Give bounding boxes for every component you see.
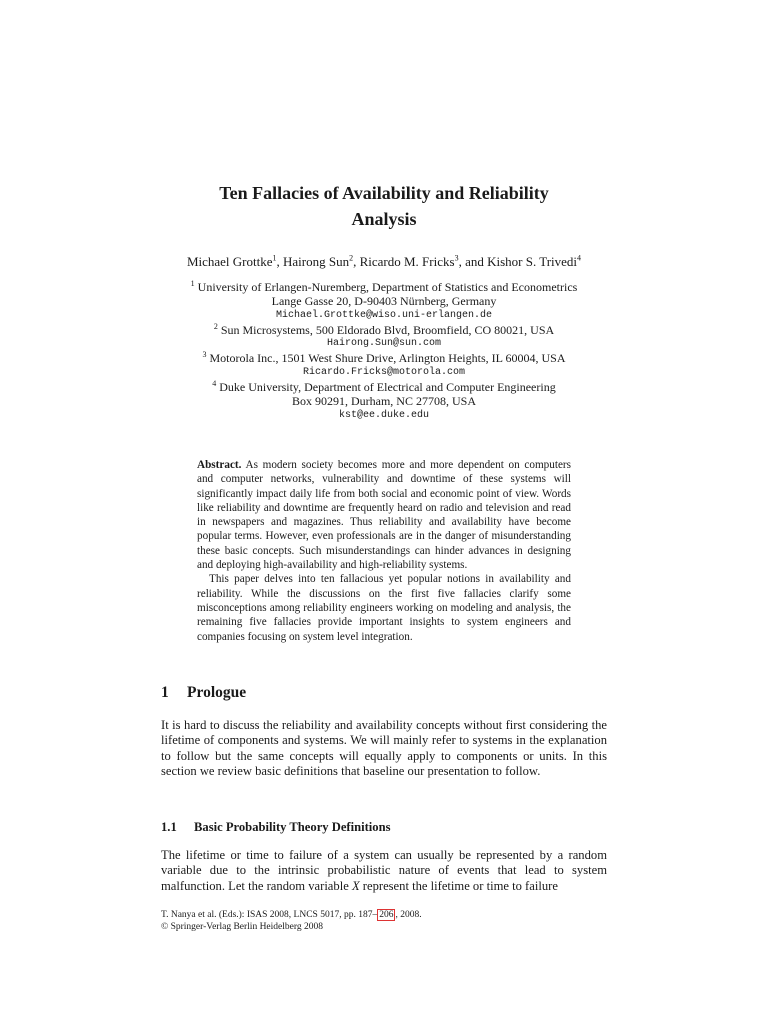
author-list bbox=[0, 254, 768, 270]
title-line-2: Analysis bbox=[351, 209, 417, 229]
subsection-heading-1-1 bbox=[161, 820, 391, 835]
section-1-paragraph: It is hard to discuss the reliability and availability concepts without first considering the lifetime of components and systems. We will mainly refer to systems in the explanation to follow but the same concepts will equally apply to components or units. In this section we review basic definitions that baseline our presentation to follow. bbox=[161, 718, 607, 778]
affiliation-4-sup: 4 bbox=[212, 379, 217, 389]
abstract bbox=[197, 458, 571, 644]
affiliation-4-email: kst@ee.duke.edu bbox=[338, 409, 429, 421]
affiliation-3-line1: Motorola Inc., 1501 West Shure Drive, Arlington Heights, IL 60004, USA bbox=[209, 351, 566, 366]
affiliation-1-line1: University of Erlangen-Nuremberg, Department of Statistics and Econometrics bbox=[197, 280, 578, 294]
abstract-paragraph-1 bbox=[197, 458, 571, 572]
affiliation-1-sup: 1 bbox=[190, 279, 195, 288]
section-number: 1 bbox=[161, 684, 169, 701]
citation-line bbox=[161, 909, 607, 921]
affiliation-2-sup: 2 bbox=[213, 321, 218, 331]
author-sep: , bbox=[353, 254, 360, 269]
abstract-paragraph-2: This paper delves into ten fallacious yet popular notions in availability and reliability. While the discussions on the first five fallacies clarify some misconceptions among reliability engineers working on modeling and analysis, the remaining five fallacies provide important insights to system engineers and companies focusing on system level integration. bbox=[197, 573, 571, 643]
affiliation-4-line1: Duke University, Department of Electrical and Computer Engineering bbox=[219, 380, 556, 395]
affiliation-1-line2: Lange Gasse 20, D-90403 Nürnberg, Germany bbox=[271, 294, 497, 309]
author-2-sup: 2 bbox=[349, 253, 354, 263]
paper-title bbox=[0, 180, 768, 232]
author-and: , and bbox=[458, 254, 488, 269]
subsection-1-1-paragraph bbox=[161, 848, 607, 894]
subsection-number: 1.1 bbox=[161, 820, 177, 834]
affiliation-3-sup: 3 bbox=[202, 350, 207, 360]
copyright-line: © Springer-Verlag Berlin Heidelberg 2008 bbox=[161, 922, 323, 932]
affiliation-2-line1: Sun Microsystems, 500 Eldorado Blvd, Broomfield, CO 80021, USA bbox=[220, 322, 555, 337]
publication-footer bbox=[161, 909, 607, 933]
affiliation-4 bbox=[0, 380, 768, 423]
abstract-text-1: As modern society becomes more and more dependent on computers and computer networks, vulnerability and downtime of these systems will significantly impact daily life from both social and economic point of view. Words like reliability and downtime are frequently heard on radio and television and read in newspapers and magazines. Thus reliability and availability have become popular terms. However, even professionals are in the danger of misunderstanding these basic concepts. Such misunderstandings can hinder advances in designing and deploying high-availability and high-reliability systems. bbox=[197, 459, 572, 572]
subsection-title: Basic Probability Theory Definitions bbox=[194, 820, 391, 834]
affiliation-1-email: Michael.Grottke@wiso.uni-erlangen.de bbox=[275, 309, 493, 321]
author-3: Ricardo M. Fricks bbox=[359, 254, 455, 269]
random-variable: X bbox=[351, 878, 360, 893]
affiliations bbox=[0, 280, 768, 423]
section-title: Prologue bbox=[187, 684, 247, 701]
author-1: Michael Grottke bbox=[186, 254, 273, 269]
abstract-label: Abstract. bbox=[197, 459, 242, 471]
citation-text-end: , 2008. bbox=[395, 910, 422, 920]
author-2: Hairong Sun bbox=[283, 254, 350, 269]
author-4-sup: 4 bbox=[577, 253, 582, 263]
title-line-1: Ten Fallacies of Availability and Reliability bbox=[219, 183, 549, 203]
author-1-sup: 1 bbox=[272, 253, 277, 263]
author-4: Kishor S. Trivedi bbox=[487, 254, 578, 269]
affiliation-2-email: Hairong.Sun@sun.com bbox=[326, 338, 442, 350]
paragraph-text-a: The lifetime or time to failure of a system can usually be represented by a random variable due to the intrinsic probabilistic nature of events that lead to system malfunction. Let the random variable bbox=[161, 848, 607, 893]
section-heading-1 bbox=[161, 684, 246, 702]
affiliation-1 bbox=[0, 280, 768, 323]
affiliation-2 bbox=[0, 323, 768, 352]
section-1-body bbox=[161, 718, 607, 779]
affiliation-4-line2: Box 90291, Durham, NC 27708, USA bbox=[291, 394, 476, 409]
paragraph-text-b: represent the lifetime or time to failure bbox=[359, 878, 558, 893]
affiliation-3 bbox=[0, 351, 768, 380]
page-link[interactable]: 206 bbox=[379, 910, 394, 920]
subsection-1-1-body bbox=[161, 848, 607, 894]
author-3-sup: 3 bbox=[454, 253, 459, 263]
citation-text: T. Nanya et al. (Eds.): ISAS 2008, LNCS 5017, pp. 187– bbox=[161, 910, 378, 920]
author-sep: , bbox=[276, 254, 283, 269]
affiliation-3-email: Ricardo.Fricks@motorola.com bbox=[302, 366, 466, 378]
